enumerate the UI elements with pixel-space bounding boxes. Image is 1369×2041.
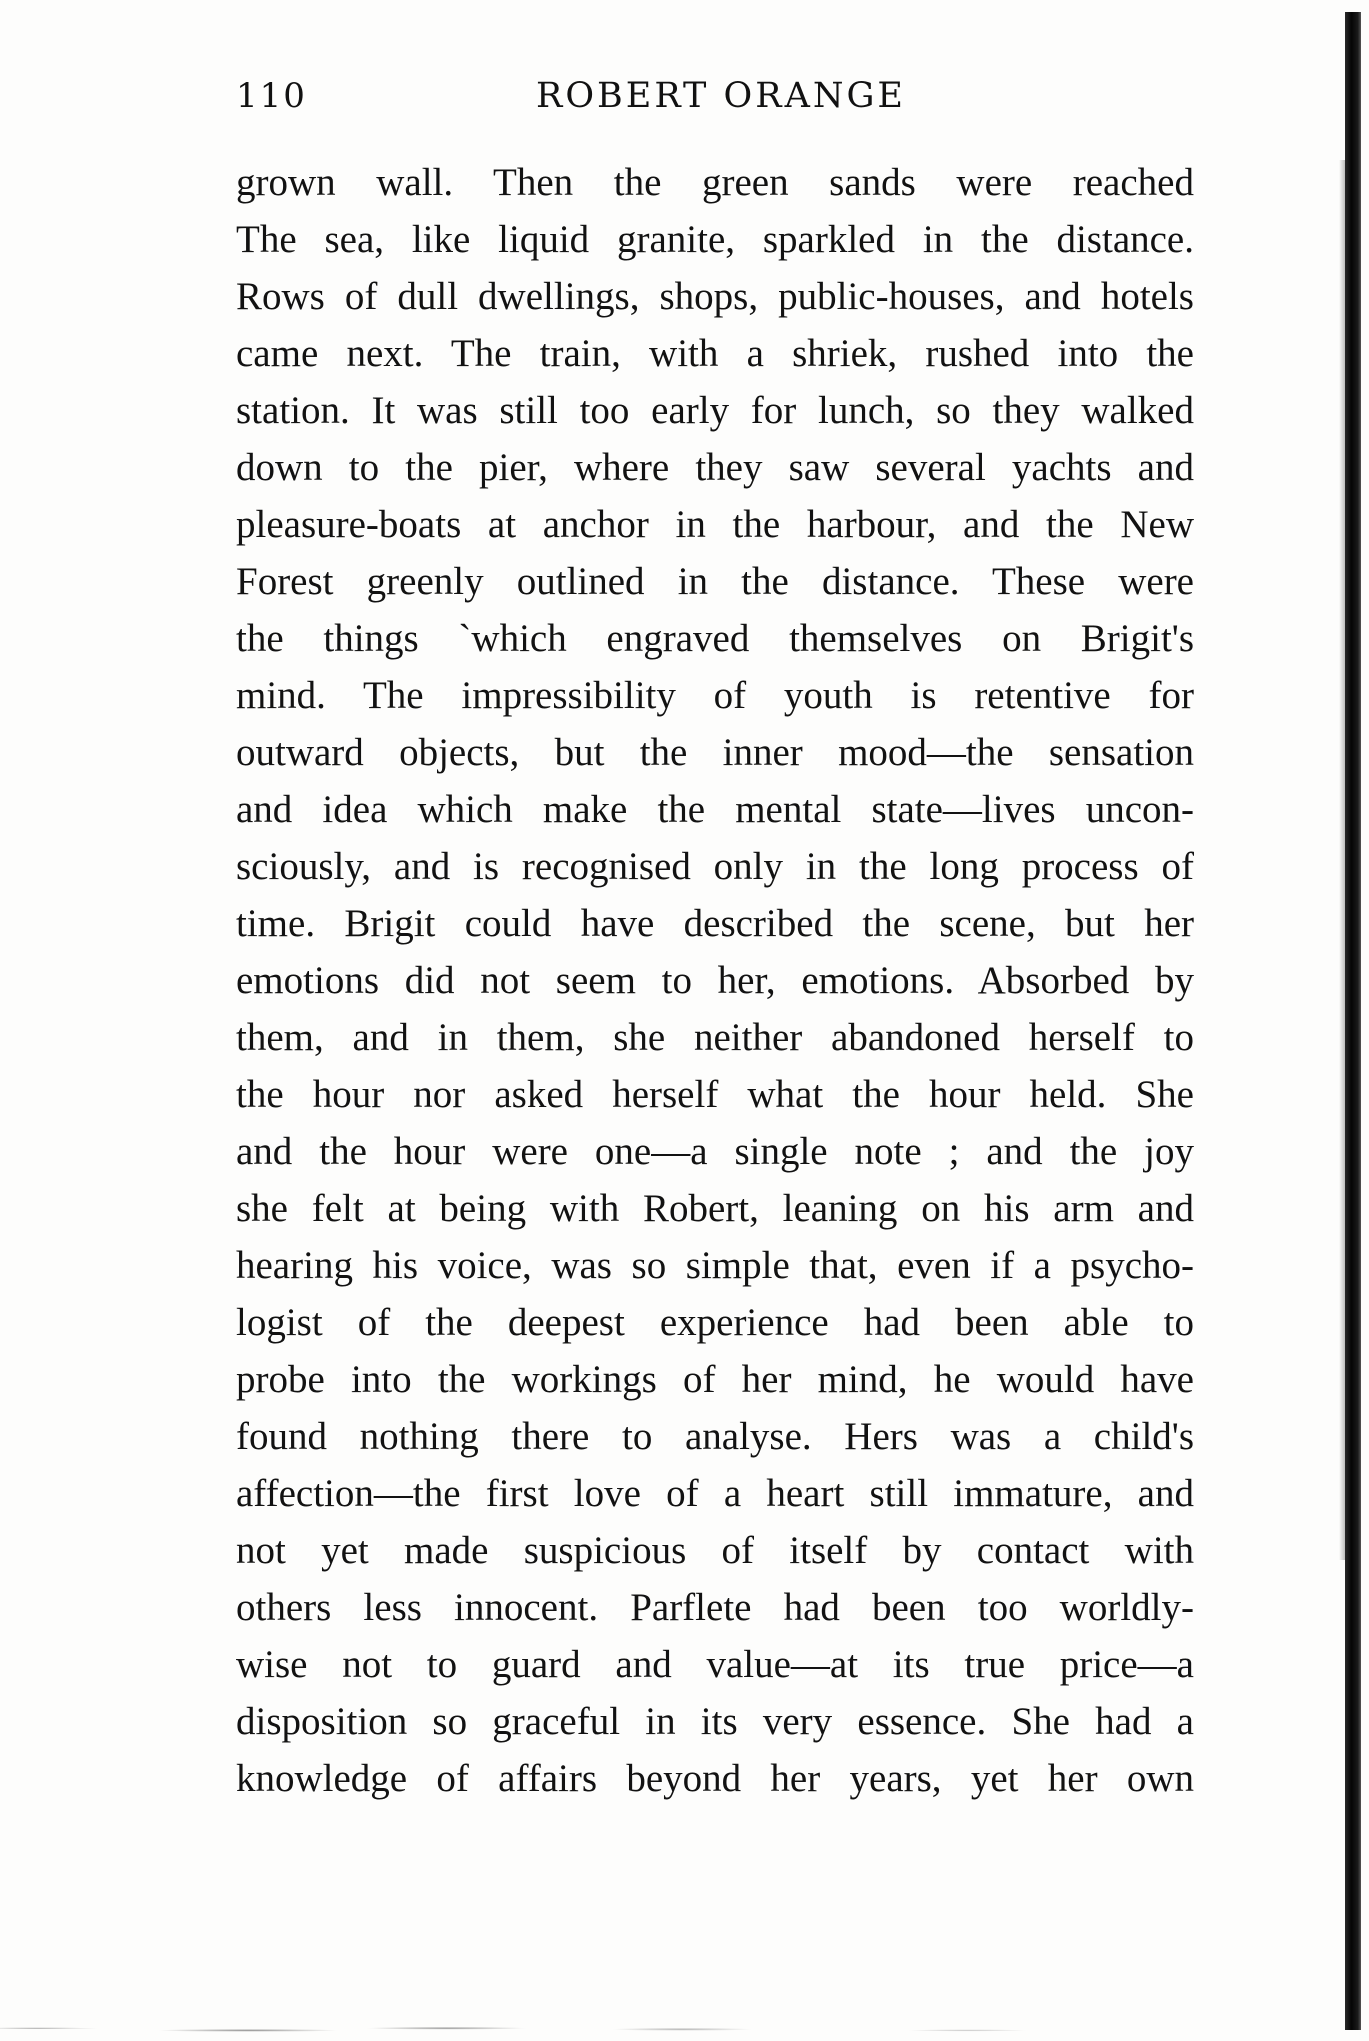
text-line: wise not to guard and value—at its true price—a [236,1643,1194,1686]
text-line: knowledge of affairs beyond her years, yet her own [236,1757,1194,1800]
text-line: station. It was still too early for lunch, so they walked [236,389,1194,432]
text-line: pleasure-boats at anchor in the harbour, and the New [236,503,1194,546]
text-line: emotions did not seem to her, emotions. Absorbed by [236,959,1194,1002]
text-line: them, and in them, she neither abandoned herself to [236,1016,1194,1059]
page-binding-edge [1345,12,1361,2030]
text-line: logist of the deepest experience had been able to [236,1301,1194,1344]
text-line: down to the pier, where they saw several yachts and [236,446,1194,489]
scan-smudge [0,2015,1240,2037]
running-title: ROBERT ORANGE [536,76,906,116]
text-line: disposition so graceful in its very essence. She had a [236,1700,1194,1743]
page-number: 110 [236,76,307,116]
text-line: hearing his voice, was so simple that, even if a psycho- [236,1244,1194,1287]
text-line: and idea which make the mental state—lives uncon- [236,788,1194,831]
text-line: not yet made suspicious of itself by contact with [236,1529,1194,1572]
text-line: came next. The train, with a shriek, rushed into the [236,332,1194,375]
text-line: grown wall. Then the green sands were reached [236,161,1194,204]
text-line: the things `which engraved themselves on Brigit's [236,617,1194,660]
page-header [236,68,1236,128]
text-line: the hour nor asked herself what the hour held. She [236,1073,1194,1116]
text-line: sciously, and is recognised only in the long process of [236,845,1194,888]
text-line: Rows of dull dwellings, shops, public-houses, and hotels [236,275,1194,318]
text-line: she felt at being with Robert, leaning on his arm and [236,1187,1194,1230]
text-line: affection—the first love of a heart still immature, and [236,1472,1194,1515]
text-line: found nothing there to analyse. Hers was a child's [236,1415,1194,1458]
text-line: time. Brigit could have described the scene, but her [236,902,1194,945]
text-line: mind. The impressibility of youth is retentive for [236,674,1194,717]
text-line: The sea, like liquid granite, sparkled in the distance. [236,218,1194,261]
text-line: outward objects, but the inner mood—the sensation [236,731,1194,774]
text-line: Forest greenly outlined in the distance. These were [236,560,1194,603]
text-line: others less innocent. Parflete had been too worldly- [236,1586,1194,1629]
text-line: probe into the workings of her mind, he would have [236,1358,1194,1401]
body-text [236,154,1194,1807]
text-line: and the hour were one—a single note ; and the joy [236,1130,1194,1173]
